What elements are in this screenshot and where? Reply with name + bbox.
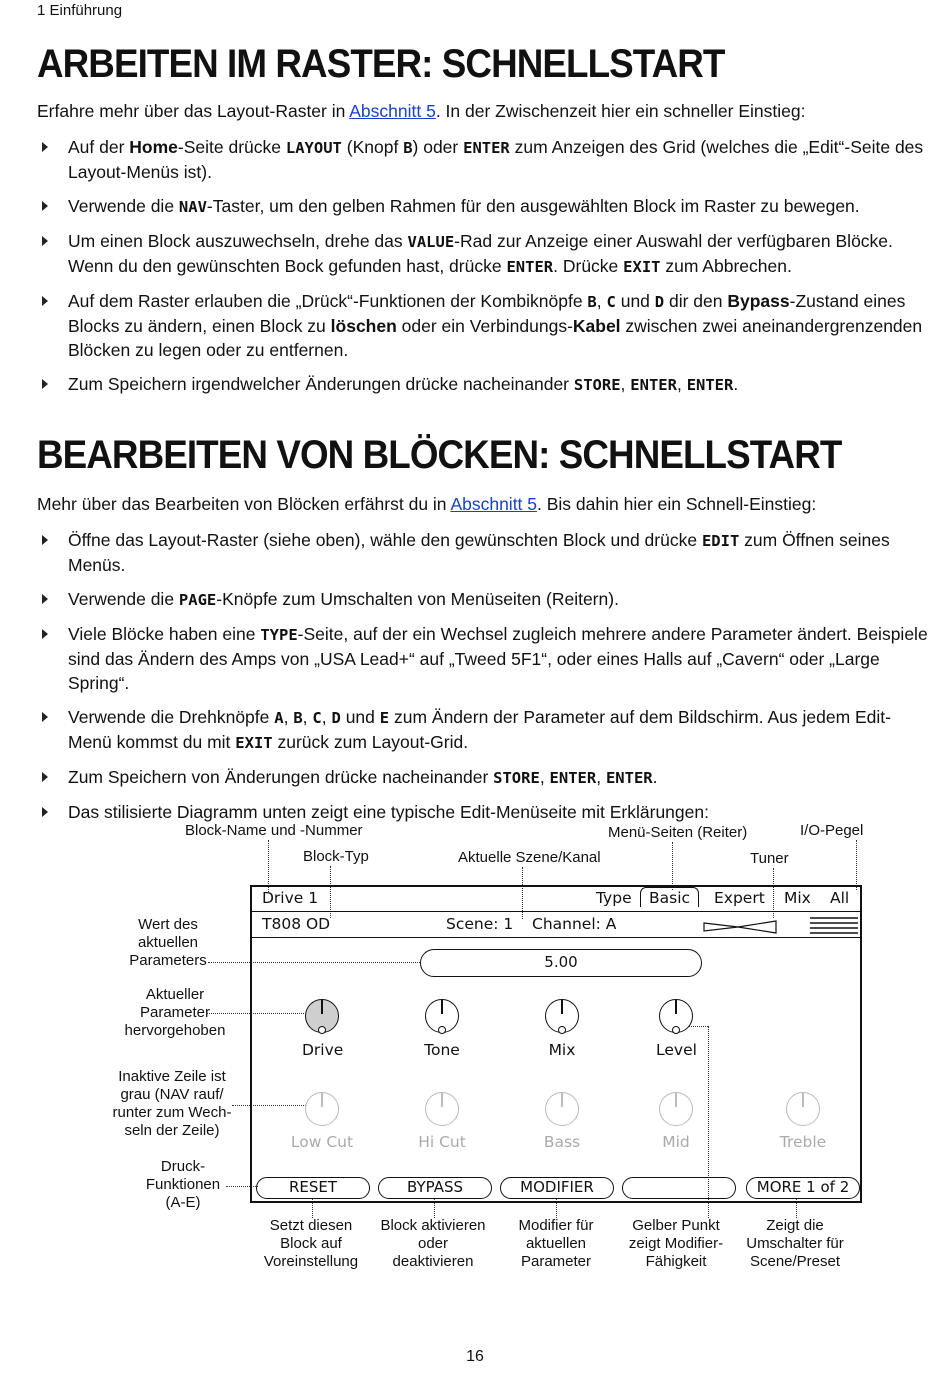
list-item: Verwende die PAGE-Knöpfe zum Umschalten von Menüseiten (Reitern). <box>37 587 932 612</box>
tuner-icon <box>702 919 778 935</box>
bullet-arrow-icon <box>42 772 48 782</box>
knob-drive[interactable] <box>305 999 339 1033</box>
reset-button[interactable]: RESET <box>256 1177 370 1199</box>
knob-level[interactable] <box>659 999 693 1033</box>
section-link-blocks[interactable]: Abschnitt 5 <box>450 494 538 514</box>
edit-screen <box>250 885 862 1203</box>
tab-type[interactable]: Type <box>596 889 632 907</box>
bullet-arrow-icon <box>42 535 48 545</box>
knob-label-tone: Tone <box>424 1041 460 1059</box>
bypass-button[interactable]: BYPASS <box>378 1177 492 1199</box>
section-intro-grid: Erfahre mehr über das Layout-Raster in Abschnitt 5. In der Zwischenzeit hier ein schneller Einstieg: <box>37 101 806 121</box>
bullet-arrow-icon <box>42 236 48 246</box>
knob-mix[interactable] <box>545 999 579 1033</box>
parameter-value-display: 5.00 <box>420 949 702 977</box>
label-modifier-desc: Modifier für aktuellen Parameter <box>518 1217 594 1270</box>
knob-label-hi-cut: Hi Cut <box>418 1133 466 1151</box>
label-menu-pages: Menü-Seiten (Reiter) <box>608 824 748 841</box>
knob-label-low-cut: Low Cut <box>290 1133 354 1151</box>
bullet-arrow-icon <box>42 712 48 722</box>
list-item: Öffne das Layout-Raster (siehe oben), wähle den gewünschten Block und drücke EDIT zum Öffnen seines Menüs. <box>37 528 932 577</box>
label-more-desc: Zeigt die Umschalter für Scene/Preset <box>746 1217 844 1270</box>
list-item: Verwende die Drehknöpfe A, B, C, D und E zum Ändern der Parameter auf dem Bildschirm. Aus jedem Edit-Menü kommst du mit EXIT zurück zum Layout-Grid. <box>37 705 932 755</box>
label-reset-desc: Setzt diesen Block auf Voreinstellung <box>263 1217 359 1270</box>
section-link-grid[interactable]: Abschnitt 5 <box>349 101 436 121</box>
leader-line <box>672 842 673 890</box>
label-block-name: Block-Name und -Nummer <box>185 822 363 839</box>
label-tuner: Tuner <box>750 850 789 867</box>
list-item: Auf der Home-Seite drücke LAYOUT (Knopf B) oder ENTER zum Anzeigen des Grid (welches die „Edit“-Seite des Layout-Menüs ist). <box>37 135 932 184</box>
knob-label-bass: Bass <box>543 1133 581 1151</box>
knob-hi-cut[interactable] <box>425 1092 459 1126</box>
modifier-button[interactable]: MODIFIER <box>500 1177 614 1199</box>
tab-mix[interactable]: Mix <box>784 889 811 907</box>
label-param-highlight: Aktueller Parameter hervorgehoben <box>124 986 226 1039</box>
section-title-blocks: BEARBEITEN VON BLÖCKEN: SCHNELLSTART <box>37 433 842 477</box>
bullet-arrow-icon <box>42 142 48 152</box>
screen-channel: Channel: A <box>532 915 617 933</box>
screen-block-type: T808 OD <box>262 915 331 933</box>
label-press-funcs: Druck- Funktionen (A-E) <box>145 1158 221 1211</box>
section-intro-blocks: Mehr über das Bearbeiten von Blöcken erfährst du in Abschnitt 5. Bis dahin hier ein Schnell-Einstieg: <box>37 494 817 514</box>
tab-basic[interactable]: Basic <box>640 887 699 907</box>
label-bypass-desc: Block aktivieren oder deaktivieren <box>380 1217 486 1270</box>
knob-mid[interactable] <box>659 1092 693 1126</box>
list-item: Auf dem Raster erlauben die „Drück“-Funktionen der Kombiknöpfe B, C und D dir den Bypass-Zustand eines Blocks zu ändern, einen Block zu löschen oder ein Verbindungs-Kabel zwischen zwei aneinandergrenzenden Blöcken zu legen oder zu entfernen. <box>37 289 932 362</box>
blocks-bullet-list <box>37 528 932 834</box>
list-item: Verwende die NAV-Taster, um den gelben Rahmen für den ausgewählten Block im Raster zu bewegen. <box>37 194 932 219</box>
knob-treble[interactable] <box>786 1092 820 1126</box>
knob-low-cut[interactable] <box>305 1092 339 1126</box>
tab-expert[interactable]: Expert <box>714 889 765 907</box>
screen-scene: Scene: 1 <box>446 915 514 933</box>
empty-button[interactable] <box>622 1177 736 1199</box>
label-block-type: Block-Typ <box>303 848 369 865</box>
row-divider <box>252 937 860 938</box>
more-button[interactable]: MORE 1 of 2 <box>746 1177 860 1199</box>
label-param-value: Wert des aktuellen Parameters <box>129 916 207 969</box>
bullet-arrow-icon <box>42 594 48 604</box>
list-item: Um einen Block auszuwechseln, drehe das VALUE-Rad zur Anzeige einer Auswahl der verfügbaren Blöcke. Wenn du den gewünschten Bock gefunden hast, drücke ENTER. Drücke EXIT zum Abbrechen. <box>37 229 932 279</box>
io-level-icon <box>810 915 858 937</box>
list-item: Viele Blöcke haben eine TYPE-Seite, auf der ein Wechsel zugleich mehrere andere Parameter ändert. Beispiele sind das Ändern des Amps von „USA Lead+“ auf „Tweed 5F1“, oder eines Halls auf „Cavern“ oder „Large Spring“. <box>37 622 932 695</box>
tab-all[interactable]: All <box>830 889 850 907</box>
page-number: 16 <box>466 1348 484 1365</box>
label-scene: Aktuelle Szene/Kanal <box>458 849 601 866</box>
knob-label-mid: Mid <box>662 1133 690 1151</box>
label-inactive-row: Inaktive Zeile ist grau (NAV rauf/ runter zum Wech- seln der Zeile) <box>112 1068 232 1139</box>
screen-block-name: Drive 1 <box>262 889 319 907</box>
bullet-arrow-icon <box>42 379 48 389</box>
label-yellow-desc: Gelber Punkt zeigt Modifier- Fähigkeit <box>628 1217 724 1270</box>
header-divider <box>252 911 860 912</box>
bullet-arrow-icon <box>42 296 48 306</box>
bullet-arrow-icon <box>42 201 48 211</box>
edit-menu-diagram <box>0 800 950 1300</box>
knob-bass[interactable] <box>545 1092 579 1126</box>
list-item: Das stilisierte Diagramm unten zeigt eine typische Edit-Menüseite mit Erklärungen: <box>37 800 932 824</box>
bullet-arrow-icon <box>42 629 48 639</box>
knob-label-drive: Drive <box>302 1041 344 1059</box>
list-item: Zum Speichern von Änderungen drücke nacheinander STORE, ENTER, ENTER. <box>37 765 932 790</box>
knob-label-treble: Treble <box>779 1133 827 1151</box>
knob-label-level: Level <box>656 1041 697 1059</box>
grid-bullet-list <box>37 135 932 407</box>
leader-line <box>856 840 857 890</box>
section-title-grid: ARBEITEN IM RASTER: SCHNELLSTART <box>37 42 725 86</box>
breadcrumb: 1 Einführung <box>37 2 123 19</box>
list-item: Zum Speichern irgendwelcher Änderungen drücke nacheinander STORE, ENTER, ENTER. <box>37 372 932 397</box>
label-io-level: I/O-Pegel <box>800 822 864 839</box>
knob-label-mix: Mix <box>548 1041 576 1059</box>
knob-tone[interactable] <box>425 999 459 1033</box>
